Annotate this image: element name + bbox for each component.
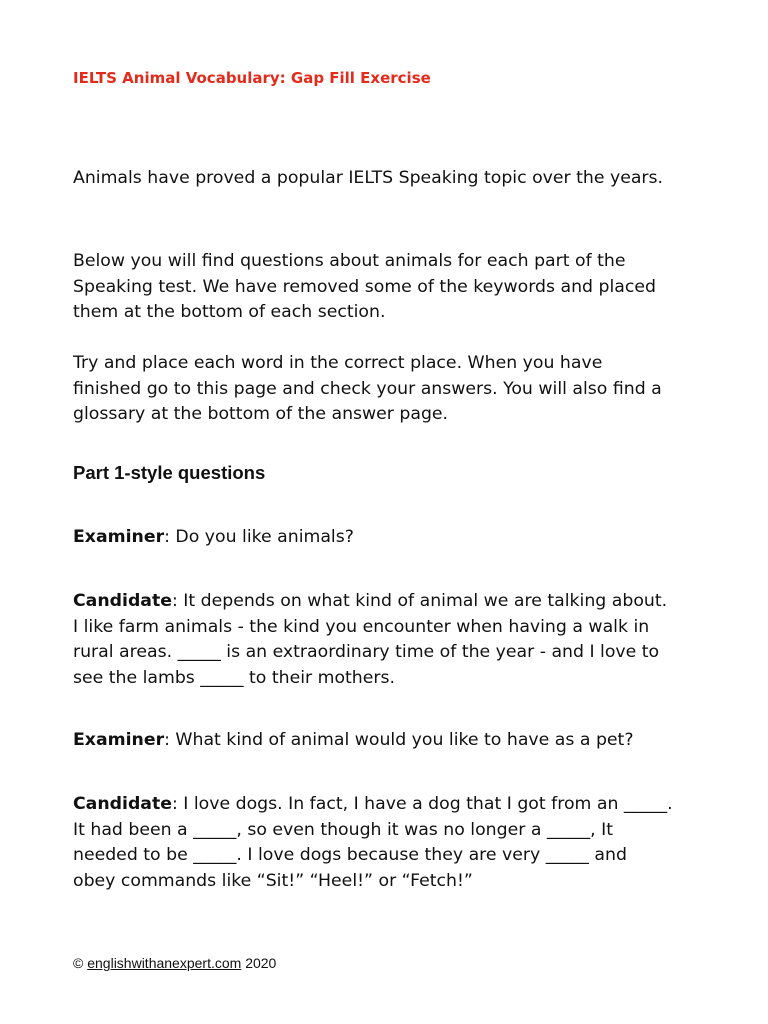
dialogue-text: : Do you like animals?: [164, 527, 354, 547]
dialogue-turn-1: [73, 525, 673, 551]
intro-paragraph-1: Animals have proved a popular IELTS Speaking topic over the years.: [73, 168, 664, 188]
website-link[interactable]: englishwithanexpert.com: [87, 955, 242, 971]
copyright-symbol: ©: [73, 955, 84, 971]
copyright-year: 2020: [245, 955, 277, 971]
dialogue-text: : It depends on what kind of animal we are talking about. I like farm animals - the kind you encounter when having a walk in rural areas. _____ is an extraordinary time of the year - and I love to see the lambs _____ to their mothers.: [73, 591, 668, 688]
section-heading: Part 1-style questions: [73, 462, 266, 483]
copyright-footer: [73, 955, 276, 971]
document-title: IELTS Animal Vocabulary: Gap Fill Exercise: [73, 69, 431, 87]
dialogue-text: : What kind of animal would you like to have as a pet?: [164, 730, 634, 750]
speaker-label: Examiner: [73, 527, 165, 547]
dialogue-turn-2: [73, 589, 673, 691]
intro-paragraph-2: Below you will find questions about animals for each part of the Speaking test. We have removed some of the keywords and placed them at the bottom of each section.: [73, 251, 656, 323]
dialogue-turn-4: [73, 792, 673, 894]
dialogue-turn-3: [73, 728, 673, 754]
speaker-label: Examiner: [73, 730, 165, 750]
speaker-label: Candidate: [73, 794, 172, 814]
intro-paragraph-3: Try and place each word in the correct place. When you have finished go to this page and check your answers. You will also find a glossary at the bottom of the answer page.: [73, 353, 662, 425]
dialogue-text: : I love dogs. In fact, I have a dog that I got from an _____. It had been a _____, so even though it was no longer a _____, It needed to be _____. I love dogs because they are very _____ and obey commands like “Sit!” “Heel!” or “Fetch!”: [73, 794, 673, 891]
speaker-label: Candidate: [73, 591, 172, 611]
